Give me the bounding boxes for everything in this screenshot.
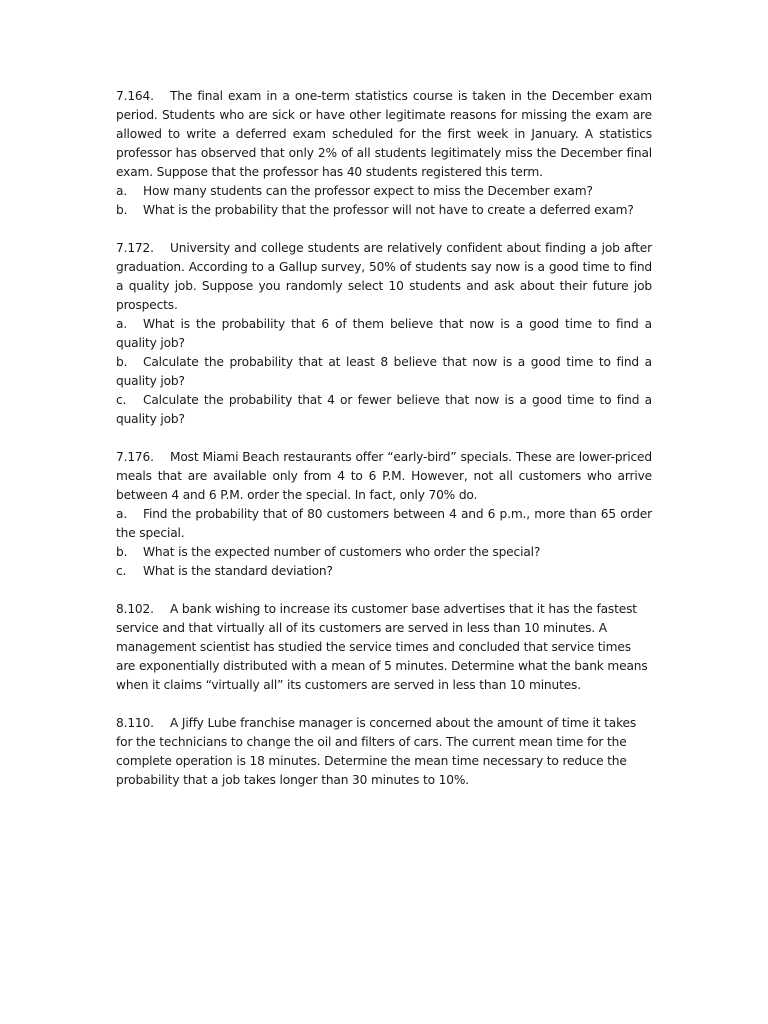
part-text: Calculate the probability that 4 or fewer believe that now is a good time to find a quality job? [116, 393, 652, 426]
problem-stem [116, 600, 652, 695]
part-label: a. [116, 317, 128, 331]
problem-stem [116, 87, 652, 182]
problem-part [116, 315, 652, 353]
problem-text: Most Miami Beach restaurants offer “early-bird” specials. These are lower-priced meals that are available only from 4 to 6 P.M. However, not all customers who arrive between 4 and 6 P.M. order the special. In fact, only 70% do. [116, 450, 652, 502]
problem-part [116, 543, 652, 562]
part-text: What is the probability that 6 of them believe that now is a good time to find a quality job? [116, 317, 652, 350]
part-label: a. [116, 507, 128, 521]
part-label: b. [116, 355, 128, 369]
problem-part [116, 505, 652, 543]
problem-text: University and college students are relatively confident about finding a job after graduation. According to a Gallup survey, 50% of students say now is a good time to find a quality job. Suppose you randomly select 10 students and ask about their future job prospects. [116, 241, 652, 312]
part-text: How many students can the professor expect to miss the December exam? [143, 184, 593, 198]
problem-number: 7.164. [116, 89, 154, 103]
problem-number: 8.110. [116, 716, 154, 730]
part-label: b. [116, 203, 128, 217]
problem-part [116, 201, 652, 220]
problem-7-172 [116, 239, 652, 429]
problem-number: 7.172. [116, 241, 154, 255]
problem-7-176 [116, 448, 652, 581]
part-label: c. [116, 564, 127, 578]
problem-part [116, 562, 652, 581]
part-text: What is the probability that the professor will not have to create a deferred exam? [143, 203, 634, 217]
problem-part [116, 391, 652, 429]
problem-stem [116, 448, 652, 505]
part-text: Find the probability that of 80 customers between 4 and 6 p.m., more than 65 order the special. [116, 507, 652, 540]
problem-stem [116, 714, 652, 790]
problem-8-102 [116, 600, 652, 695]
problem-stem [116, 239, 652, 315]
problem-7-164 [116, 87, 652, 220]
problem-8-110 [116, 714, 652, 790]
problem-part [116, 353, 652, 391]
part-label: a. [116, 184, 128, 198]
problem-number: 7.176. [116, 450, 154, 464]
problem-text: A bank wishing to increase its customer base advertises that it has the fastest service and that virtually all of its customers are served in less than 10 minutes. A management scientist has studied the service times and concluded that service times are exponentially distributed with a mean of 5 minutes. Determine what the bank means when it claims “virtually all” its customers are served in less than 10 minutes. [116, 602, 648, 692]
document-page [116, 87, 652, 809]
part-text: What is the standard deviation? [143, 564, 333, 578]
part-text: What is the expected number of customers who order the special? [143, 545, 541, 559]
problem-number: 8.102. [116, 602, 154, 616]
problem-text: A Jiffy Lube franchise manager is concerned about the amount of time it takes for the technicians to change the oil and filters of cars. The current mean time for the complete operation is 18 minutes. Determine the mean time necessary to reduce the probability that a job takes longer than 30 minutes to 10%. [116, 716, 637, 787]
problem-text: The final exam in a one-term statistics course is taken in the December exam period. Students who are sick or have other legitimate reasons for missing the exam are allowed to write a deferred exam scheduled for the first week in January. A statistics professor has observed that only 2% of all students legitimately miss the December final exam. Suppose that the professor has 40 students registered this term. [116, 89, 652, 179]
problem-part [116, 182, 652, 201]
part-text: Calculate the probability that at least 8 believe that now is a good time to find a quality job? [116, 355, 652, 388]
part-label: b. [116, 545, 128, 559]
part-label: c. [116, 393, 127, 407]
